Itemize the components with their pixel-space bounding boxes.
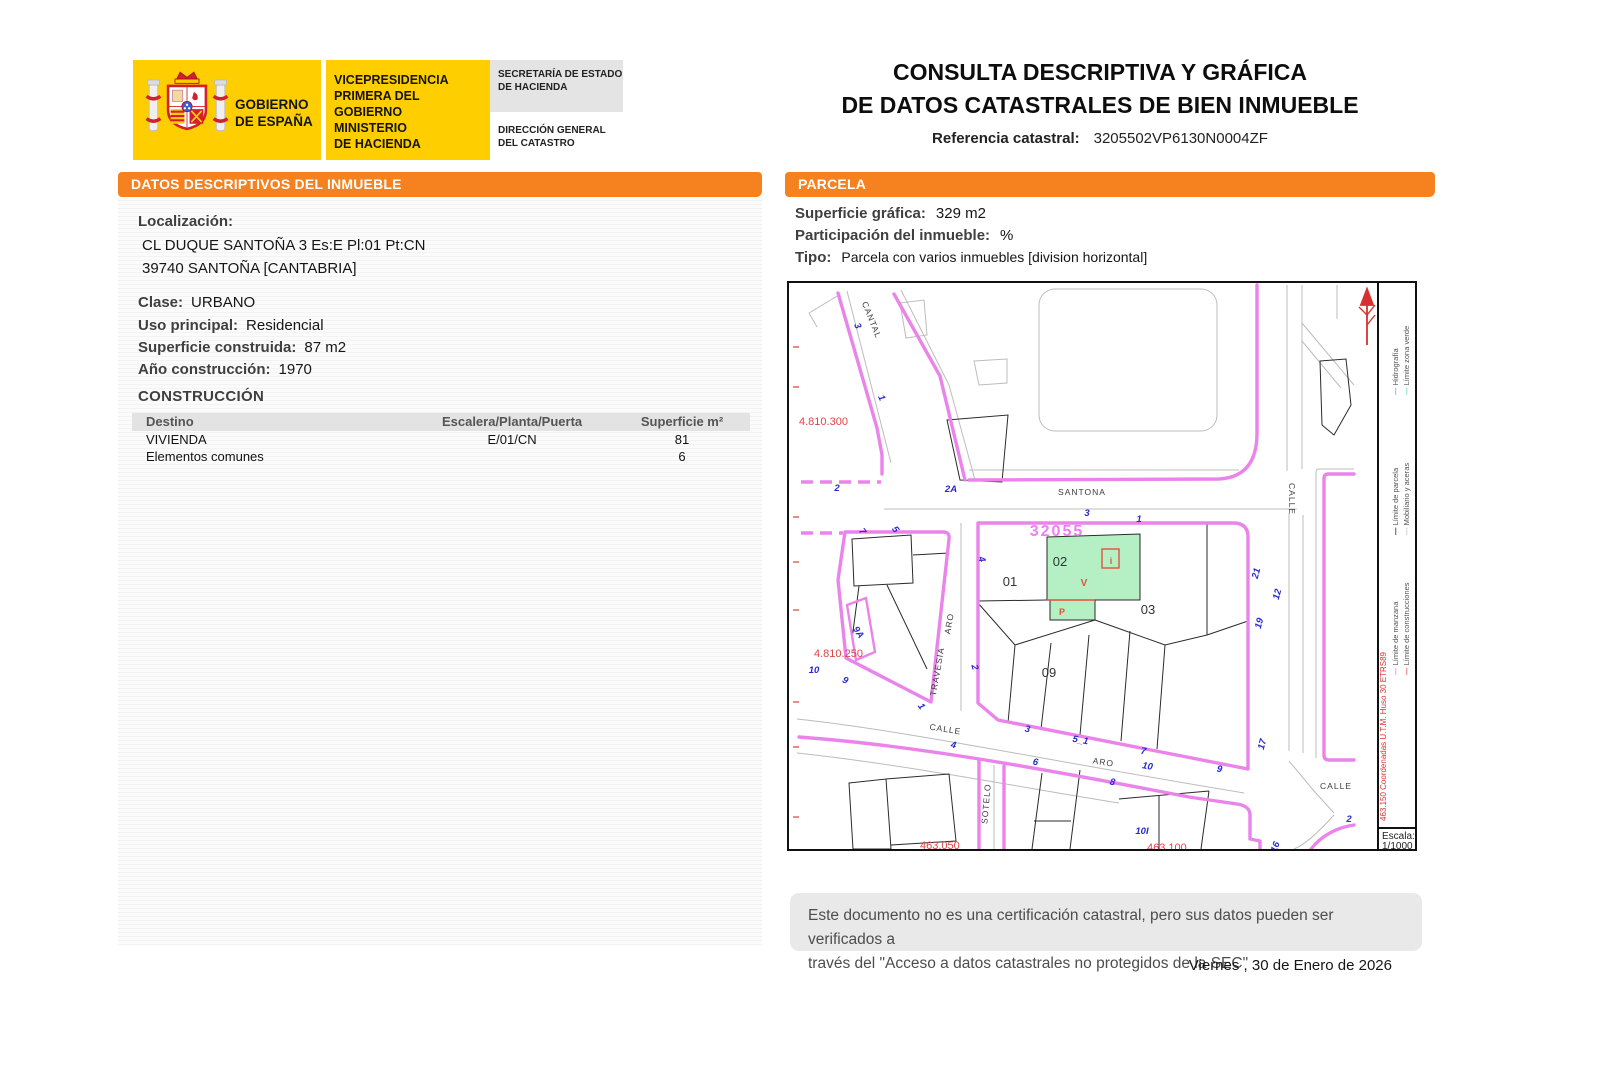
rcoord-label: 4.810.250 — [814, 648, 863, 660]
page-title — [790, 56, 1410, 147]
street-label: CANTAL — [859, 299, 884, 340]
field-uso-label: Uso principal: — [138, 317, 239, 334]
legend-entry: — Límite de parcela — [1391, 467, 1400, 535]
cell-superficie: 81 — [674, 432, 690, 447]
pnum-label: 03 — [1140, 602, 1156, 617]
table-row — [132, 448, 750, 465]
participacion-label: Participación del inmueble: — [795, 227, 991, 244]
gobierno-espana-wordmark: GOBIERNO DE ESPAÑA — [235, 97, 313, 129]
bnum-label: 2A — [944, 484, 958, 495]
bnum-label: 7 — [1139, 745, 1147, 758]
field-tipo — [795, 249, 1147, 266]
rmark-label: i — [1109, 556, 1113, 566]
bnum-label: 1 — [1136, 514, 1142, 525]
disclaimer-line-2: través del "Acceso a datos catastrales no protegidos de la SEC" — [808, 955, 1249, 972]
vicepresidencia-label: VICEPRESIDENCIA PRIMERA DEL GOBIERNO — [334, 73, 449, 119]
reference-label: Referencia catastral: — [932, 130, 1080, 147]
address-line-2: 39740 SANTOÑA [CANTABRIA] — [142, 260, 357, 277]
bnum-label: 9 — [840, 674, 850, 687]
rmark-label: V — [1080, 578, 1088, 589]
bnum-label: 17 — [1255, 737, 1270, 751]
field-superficie-label: Superficie construida: — [138, 339, 297, 356]
pnum-label: 01 — [1002, 574, 1018, 589]
bnum-label: 10 — [808, 665, 820, 676]
government-logo-block — [133, 60, 490, 160]
construction-table — [132, 413, 750, 465]
field-uso-value: Residencial — [246, 317, 324, 334]
bnum-label: 6 — [1031, 756, 1039, 769]
bnum-label: 10 — [1141, 760, 1154, 773]
field-participacion — [795, 227, 1013, 244]
participacion-value: % — [1000, 227, 1014, 244]
street-label: SOTELO — [979, 783, 993, 825]
cell-escalera: E/01/CN — [487, 432, 537, 447]
street-label: CALLE — [928, 721, 963, 737]
col-header-destino: Destino — [146, 414, 194, 429]
street-label: ARO — [1092, 755, 1115, 769]
bnum-label: 8 — [1108, 776, 1116, 789]
bnum-label: 3 — [1023, 723, 1031, 736]
bnum-label: 5 — [889, 524, 902, 535]
bnum-label: 9 — [1215, 763, 1223, 776]
bnum-label: 4 — [975, 555, 988, 564]
field-superficie-value: 87 m2 — [304, 339, 347, 356]
bnum-label: 7 — [856, 526, 869, 537]
bnum-label: 1 — [875, 393, 888, 403]
bnum-label: 3 — [1084, 508, 1090, 519]
direccion-general-catastro-label: DIRECCIÓN GENERAL DEL CATASTRO — [498, 125, 606, 149]
legend-entry: — Hidrografía — [1391, 348, 1400, 395]
bnum-label: 12 — [1270, 587, 1285, 601]
rcoord-label: 4.810.300 — [799, 416, 848, 428]
cell-destino: Elementos comunes — [146, 449, 264, 464]
tipo-label: Tipo: — [795, 249, 832, 266]
cadastral-map — [787, 281, 1417, 851]
bnum-label: 2 — [968, 663, 981, 672]
bnum-label: 19 — [1252, 616, 1267, 630]
table-row — [132, 431, 750, 448]
scale-label: Escala: — [1382, 831, 1415, 842]
construccion-title: CONSTRUCCIÓN — [138, 388, 265, 405]
table-header-row — [132, 413, 750, 431]
bnum-label: 1 — [915, 701, 928, 712]
bnum-label: 21 — [1249, 566, 1264, 580]
street-label: CALLE — [1287, 483, 1297, 515]
street-label: TRAVESIA — [927, 646, 947, 697]
field-superficie-construida — [138, 339, 346, 356]
building-outlines — [849, 359, 1351, 849]
bnum-label: 2 — [834, 483, 840, 494]
bnum-label: 9A — [850, 624, 867, 641]
street-label: SANTONA — [1058, 487, 1106, 497]
bnum-label: 2 — [1346, 814, 1352, 825]
cell-destino: VIVIENDA — [146, 432, 207, 447]
parcel-boundary-dashed-lines — [801, 482, 881, 533]
north-arrow-icon — [1359, 289, 1375, 345]
disclaimer-line-1: Este documento no es una certificación catastral, pero sus datos pueden ser verificados a — [808, 907, 1334, 948]
street-label: CALLE — [1320, 781, 1352, 791]
field-ano-label: Año construcción: — [138, 361, 271, 378]
scale-value: 1/1000 — [1382, 841, 1413, 849]
legend-entry: — Límite zona verde — [1402, 325, 1411, 395]
map-legend — [1378, 283, 1415, 849]
title-line-1: CONSULTA DESCRIPTIVA Y GRÁFICA — [892, 59, 1308, 85]
legend-entry: — Límite de construcciones — [1402, 582, 1411, 675]
legend-entries — [1391, 326, 1411, 675]
cell-superficie: 6 — [678, 449, 686, 464]
bnum-label: 4 — [949, 739, 957, 752]
cadastral-reference — [790, 130, 1410, 147]
secretaria-estado-box: SECRETARÍA DE ESTADO DE HACIENDA — [490, 60, 623, 112]
bnum-label: 10I — [1135, 826, 1149, 837]
logo-divider — [321, 60, 326, 160]
col-header-superficie: Superficie m² — [640, 414, 724, 429]
street-label: ARO — [942, 612, 956, 635]
legend-entry: — Límite de manzana — [1391, 601, 1400, 675]
bnum-label: 5_1 — [1071, 733, 1090, 748]
rcoord-label: 463.050 — [920, 840, 960, 849]
title-line-2: DE DATOS CATASTRALES DE BIEN INMUEBLE — [841, 92, 1359, 118]
bnum-label: 3 — [851, 321, 864, 331]
mcode-label: 32055 — [1029, 523, 1085, 540]
bnum-label: 16 — [1268, 840, 1283, 849]
legend-entry: — Mobiliario y aceras — [1402, 462, 1411, 535]
field-superficie-grafica — [795, 205, 986, 222]
spain-coat-of-arms-icon — [143, 67, 231, 153]
field-clase — [138, 294, 255, 311]
field-uso-principal — [138, 317, 324, 334]
reference-value: 3205502VP6130N0004ZF — [1093, 130, 1268, 147]
ministerio-label: MINISTERIO DE HACIENDA — [334, 121, 421, 151]
field-ano-construccion — [138, 361, 312, 378]
cell-escalera — [410, 448, 614, 465]
address-line-1: CL DUQUE SANTOÑA 3 Es:E Pl:01 Pt:CN — [142, 237, 426, 254]
rmark-label: P — [1058, 607, 1066, 617]
property-data-panel — [118, 197, 762, 945]
rcoord-label: 463.100 — [1147, 842, 1187, 849]
superficie-grafica-value: 329 m2 — [935, 205, 986, 222]
localizacion-label: Localización: — [138, 213, 234, 230]
cadastral-map-svg — [789, 283, 1415, 849]
pnum-label: 02 — [1052, 554, 1068, 569]
tipo-value: Parcela con varios inmuebles [division horizontal] — [841, 249, 1148, 265]
section-bar-datos-descriptivos: DATOS DESCRIPTIVOS DEL INMUEBLE — [118, 172, 762, 197]
col-header-escalera: Escalera/Planta/Puerta — [441, 414, 583, 429]
field-clase-value: URBANO — [191, 294, 256, 311]
document-date: Viernes , 30 de Enero de 2026 — [1188, 957, 1392, 974]
field-clase-label: Clase: — [138, 294, 184, 311]
superficie-grafica-label: Superficie gráfica: — [795, 205, 926, 222]
field-ano-value: 1970 — [278, 361, 312, 378]
pnum-label: 09 — [1041, 665, 1057, 680]
section-bar-parcela: PARCELA — [785, 172, 1435, 197]
legend-coordinate-note: 463.150 Coordenadas U.T.M. Huso 30 ETRS89 — [1379, 652, 1388, 821]
